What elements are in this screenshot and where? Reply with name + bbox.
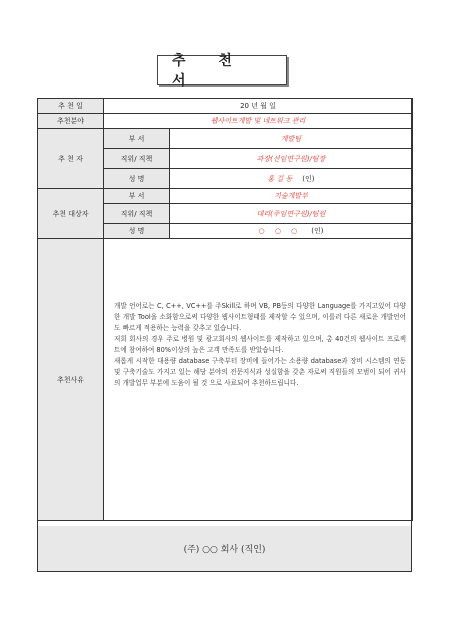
row-field bbox=[38, 114, 413, 129]
reason-body[interactable] bbox=[104, 239, 413, 521]
candidate-name-label: 성 명 bbox=[104, 224, 170, 239]
candidate-seal: (인) bbox=[311, 227, 324, 235]
row-date bbox=[38, 99, 413, 114]
candidate-dept-value[interactable]: 기술개발부 bbox=[170, 189, 413, 204]
reason-label: 추천사유 bbox=[38, 239, 104, 521]
row-recommender-dept bbox=[38, 129, 413, 149]
recommender-dept-value[interactable]: 개발팀 bbox=[170, 129, 413, 149]
recommender-name-label: 성 명 bbox=[104, 169, 170, 189]
recommender-position-value[interactable]: 과장(선임연구원)/팀장 bbox=[170, 149, 413, 169]
recommender-name-value: 홍 길 동 bbox=[267, 174, 293, 183]
reason-paragraph-1: 개발 언어로는 C, C++, VC++를 주Skill로 하며 VB, PB등의 다양한 Language를 가지고있어 다양한 개발 Tool을 소화함으로써 다양한 웹사이트형태를 제작할 수 있으며, 이를러 다른 새로운 개발언어도 빠르게 적용하는 능력을 갖추고 있습니다. bbox=[114, 302, 406, 332]
recommender-dept-label: 부 서 bbox=[104, 129, 170, 149]
candidate-position-label: 직위/ 직책 bbox=[104, 204, 170, 224]
field-label: 추천분야 bbox=[38, 114, 104, 129]
candidate-dept-label: 부 서 bbox=[104, 189, 170, 204]
row-candidate-dept bbox=[38, 189, 413, 204]
reason-paragraph-2: 저희 회사의 경우 주로 병원 및 광고회사의 웹사이트를 제작하고 있으며, 총 40건의 웹사이트 프로젝트에 참여하여 80%이상의 높은 고객 만족도를 받았습니다. bbox=[114, 335, 406, 354]
date-value[interactable]: 20 년 월 일 bbox=[104, 99, 413, 114]
recommender-position-label: 직위/ 직책 bbox=[104, 149, 170, 169]
date-label: 추 천 일 bbox=[38, 99, 104, 114]
recommender-label: 추 천 자 bbox=[38, 129, 104, 189]
recommendation-form bbox=[37, 98, 413, 521]
recommender-seal: (인) bbox=[302, 174, 315, 183]
company-signature: (주) ○○ 회사 (직인) bbox=[38, 526, 411, 571]
candidate-label: 추천 대상자 bbox=[38, 189, 104, 239]
candidate-position-value[interactable]: 대리(주임연구원)/팀원 bbox=[170, 204, 413, 224]
recommender-name-cell[interactable] bbox=[170, 169, 413, 189]
candidate-name-cell[interactable] bbox=[170, 224, 413, 239]
field-value[interactable]: 웹사이트개발 및 네트워크 관리 bbox=[104, 114, 413, 129]
row-reason bbox=[38, 239, 413, 521]
reason-paragraph-3: 새롭게 시작한 대용량 database 구축부터 장비에 들어가는 소용량 database과 장비 시스템의 연동 및 구축기술도 가지고 있는 해당 분야의 전문지식과 성실함을 갖춘 자로써 직원들의 모범이 되어 귀사의 개발업무 부분에 도움이 될 것 으로 사료되어 추천하드립니다. bbox=[114, 357, 406, 387]
document-title: 추 천 서 bbox=[157, 55, 287, 85]
candidate-name-value: ○ ○ ○ bbox=[258, 227, 302, 235]
